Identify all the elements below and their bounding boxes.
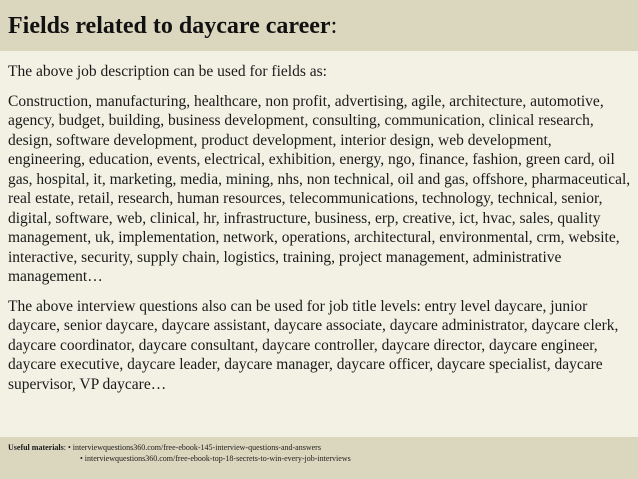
footer-link-ebook-145[interactable]: • interviewquestions360.com/free-ebook-145-interview-questions-and-answers: [68, 443, 321, 452]
title-bar: [0, 0, 638, 51]
main-content: [8, 62, 632, 404]
footer-row-2: [8, 453, 351, 464]
fields-paragraph: Construction, manufacturing, healthcare, non profit, advertising, agile, architecture, automotive, agency, budget, building, business development, consulting, communication, clinical research, design, software development, product development, interior design, web development, engineering, education, events, electrical, exhibition, energy, ngo, finance, fashion, green card, oil gas, hospital, it, marketing, media, mining, nhs, non technical, oil and gas, offshore, pharmaceutical, real estate, retail, research, human resources, telecommunications, technology, technical, senior, digital, software, web, clinical, hr, infrastructure, business, erp, creative, ict, hvac, sales, quality management, uk, implementation, network, operations, architectural, environmental, crm, website, interactive, security, supply chain, logistics, training, project management, administrative management…: [8, 92, 631, 285]
intro-paragraph: The above job description can be used for fields as:: [8, 63, 327, 80]
job-levels-paragraph: The above interview questions also can be used for job title levels: entry level daycare, junior daycare, senior daycare, daycare assistant, daycare associate, daycare administrator, daycare clerk, daycare coordinator, daycare consultant, daycare controller, daycare director, daycare engineer, daycare executive, daycare leader, daycare manager, daycare officer, daycare specialist, daycare supervisor, VP daycare…: [8, 297, 619, 393]
useful-materials-separator: :: [63, 443, 68, 452]
useful-materials-label: Useful materials: [8, 443, 64, 452]
footer: [0, 437, 638, 479]
footer-row-1: [8, 442, 351, 453]
page-title-colon: :: [330, 13, 338, 39]
page-title: [8, 12, 337, 40]
useful-materials: [8, 442, 351, 464]
page-title-text: Fields related to daycare career: [8, 13, 331, 39]
footer-link-ebook-top-18[interactable]: • interviewquestions360.com/free-ebook-top-18-secrets-to-win-every-job-interviews: [80, 454, 351, 463]
